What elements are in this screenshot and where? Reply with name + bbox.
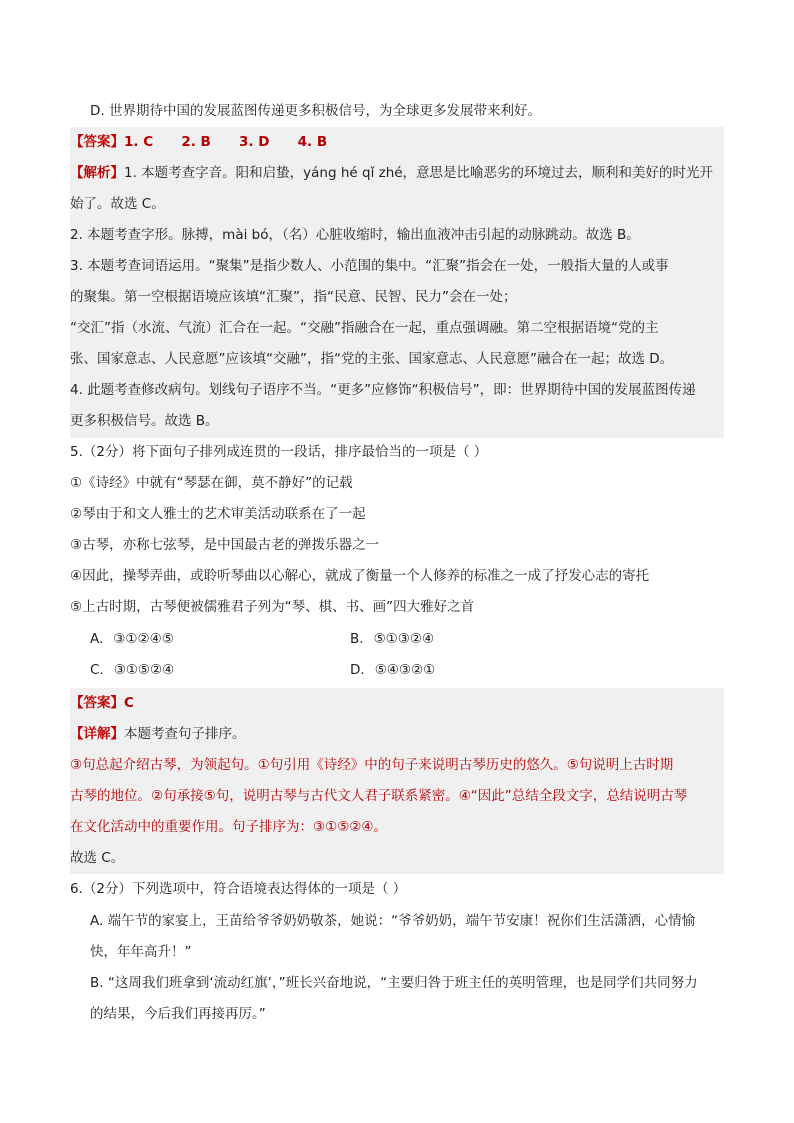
analysis-label: 【解析】 [70,165,124,181]
analysis-line-2: 始了。故选 C。 [70,196,165,212]
q5-explanation-1: ③句总起介绍古琴，为领起句。①句引用《诗经》中的句子来说明古琴历史的悠久。⑤句说明上古时期 [70,757,674,773]
q5-explanation-2: 古琴的地位。②句承接⑤句，说明古琴与古代文人君子联系紧密。④“因此”总结全段文字，总结说明古琴 [70,788,688,804]
q5-conclusion: 故选 C。 [70,850,125,866]
q5-option-c-text: ③①⑤②④ [113,662,175,678]
question-6-stem: 6.（2分）下列选项中，符合语境表达得体的一项是（ ） [70,881,407,897]
q5-sentence-5: ⑤上古时期，古琴便被儒雅君子列为“琴、棋、书、画”四大雅好之首 [70,599,475,615]
q5-explanation-3: 在文化活动中的重要作用。句子排序为：③①⑤②④。 [70,819,388,835]
q5-detail-line [70,719,724,750]
q5-option-a[interactable] [90,624,174,655]
q6-option-b-line-1[interactable]: B. “这周我们班拿到‘流动红旗’，”班长兴奋地说，“主要归咎于班主任的英明管理，也是同学们共同努力 [90,975,698,991]
q5-option-d-text: ⑤④③②① [374,662,436,678]
answer-line [70,127,724,158]
q5-answer-label: 【答案】 [70,695,124,711]
analysis-line-5: 的聚集。第一空根据语境应该填“汇聚”，指“民意、民智、民力”会在一处； [70,289,517,305]
q6-option-a-line-1[interactable]: A. 端午节的家宴上，王苗给爷爷奶奶敬茶，她说：“爷爷奶奶，端午节安康！祝你们生活潇洒，心情愉 [90,913,696,929]
q5-option-c[interactable] [90,655,174,686]
q5-option-d[interactable] [350,655,435,686]
q5-sentence-2: ②琴由于和文人雅士的艺术审美活动联系在了一起 [70,506,366,522]
q5-option-d-letter: D. [350,662,365,678]
q5-sentence-1: ①《诗经》中就有“琴瑟在御，莫不静好”的记载 [70,475,353,491]
analysis-line-8: 4. 此题考查修改病句。划线句子语序不当。“更多”应修饰“积极信号”，即：世界期待中国的发展蓝图传递 [70,382,696,398]
analysis-line-1 [70,158,724,189]
analysis-line-6: “交汇”指（水流、气流）汇合在一起。“交融”指融合在一起，重点强调融。第二空根据语境“党的主 [70,320,659,336]
analysis-text-1: 1. 本题考查字音。阳和启蛰，yáng hé qǐ zhé，意思是比喻恶劣的环境过去，顺利和美好的时光开 [124,165,714,181]
q5-option-a-text: ③①②④⑤ [113,631,174,647]
q5-option-a-letter: A. [90,631,104,647]
q5-option-b-letter: B. [350,631,364,647]
q5-sentence-3: ③古琴，亦称七弦琴，是中国最古老的弹拨乐器之一 [70,537,380,553]
q5-option-b-text: ⑤①③②④ [373,631,435,647]
option-d-text: D. 世界期待中国的发展蓝图传递更多积极信号，为全球更多发展带来利好。 [90,103,541,119]
question-5-stem: 5.（2分）将下面句子排列成连贯的一段话，排序最恰当的一项是（ ） [70,444,488,460]
q5-answer-value: C [124,695,134,711]
answer-values: 1. C 2. B 3. D 4. B [124,134,328,150]
analysis-line-9: 更多积极信号。故选 B。 [70,413,219,429]
q6-option-b-line-2: 的结果，今后我们再接再厉。” [90,1006,266,1022]
q5-option-c-letter: C. [90,662,104,678]
answer-label: 【答案】 [70,134,124,150]
q5-answer-line [70,688,724,719]
q5-detail-text: 本题考查句子排序。 [124,726,246,742]
q5-option-b[interactable] [350,624,434,655]
analysis-line-4: 3. 本题考查词语运用。“聚集”是指少数人、小范围的集中。“汇聚”指会在一处，一般指大量的人或事 [70,258,669,274]
q6-option-a-line-2: 快，年年高升！” [90,944,192,960]
q5-sentence-4: ④因此，操琴弄曲，或聆听琴曲以心解心，就成了衡量一个人修养的标准之一成了抒发心志的寄托 [70,568,650,584]
q5-detail-label: 【详解】 [70,726,124,742]
analysis-line-3: 2. 本题考查字形。脉搏，mài bó，（名）心脏收缩时，输出血液冲击引起的动脉跳动。故选 B。 [70,227,640,243]
analysis-line-7: 张、国家意志、人民意愿”应该填“交融”，指“党的主张、国家意志、人民意愿”融合在一起；故选 D。 [70,351,674,367]
